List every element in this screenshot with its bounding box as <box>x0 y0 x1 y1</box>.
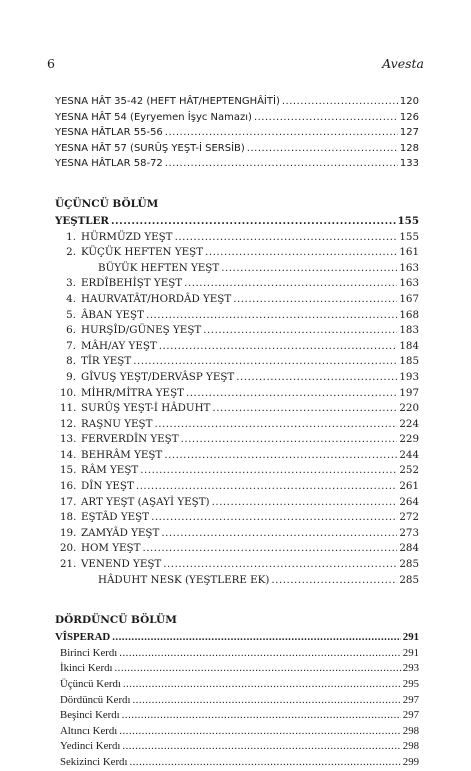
toc-entry-text: RÂM YEŞT <box>81 464 139 477</box>
toc-entry-text: BEHRÂM YEŞT <box>81 448 163 461</box>
toc-entry-text: MÂH/AY YEŞT <box>81 339 157 352</box>
toc-entry-text: ÂBAN YEŞT <box>81 308 144 321</box>
toc-entry-label <box>60 417 152 433</box>
toc-entry[interactable] <box>55 510 419 526</box>
toc-entry[interactable] <box>55 94 419 110</box>
toc-entry-page: 185 <box>399 355 419 368</box>
toc-entry[interactable] <box>55 448 419 464</box>
toc-entry-page: 252 <box>399 464 419 477</box>
toc-entry-text: EŞTÂD YEŞT <box>81 511 150 524</box>
toc-entry-number: 7. <box>66 339 76 352</box>
dot-leader <box>142 541 397 557</box>
toc-entry-page: 295 <box>402 678 419 690</box>
toc-entry[interactable] <box>55 354 419 370</box>
toc-entry-text: SURÛŞ YEŞT-İ HÂDUHT <box>81 402 211 415</box>
dot-leader <box>186 386 397 402</box>
dot-leader <box>165 156 398 172</box>
dot-leader <box>184 276 397 292</box>
toc-entry-label: YESNA HÂT 54 (Eyryemen İşyc Namazı) <box>55 111 252 123</box>
dot-leader <box>119 724 401 740</box>
toc-entry-label <box>60 724 117 740</box>
toc-entry[interactable] <box>55 141 419 157</box>
toc-entry[interactable] <box>55 526 419 542</box>
toc-entry-page: 220 <box>399 402 419 415</box>
toc-entry-number: 5. <box>66 308 76 321</box>
dot-leader <box>136 479 398 495</box>
toc-entry-page: 261 <box>399 480 419 493</box>
toc-entry[interactable] <box>55 292 419 308</box>
toc-entry-label <box>60 495 210 511</box>
toc-entry-page: 285 <box>399 573 419 586</box>
toc-entry[interactable] <box>55 156 419 172</box>
section-title: ÜÇÜNCÜ BÖLÜM <box>55 197 159 210</box>
toc-entry[interactable] <box>55 230 419 246</box>
dot-leader <box>282 94 398 110</box>
dot-leader <box>122 708 401 724</box>
toc-entry-label <box>60 354 131 370</box>
toc-entry-number: 12. <box>60 417 77 430</box>
dot-leader <box>236 370 397 386</box>
toc-entry[interactable] <box>55 323 419 339</box>
toc-entry-label <box>60 386 184 402</box>
toc-entry-text: HÜRMÜZD YEŞT <box>81 230 173 243</box>
toc-entry-page: 133 <box>399 158 419 170</box>
dot-leader <box>133 354 397 370</box>
toc-entry[interactable] <box>55 261 419 277</box>
toc-entry[interactable] <box>55 661 419 677</box>
toc-entry-label <box>60 308 144 324</box>
toc-entry-label <box>60 323 201 339</box>
toc-entry-label <box>60 693 130 709</box>
toc-entry-text: Beşinci Kerdı <box>60 709 120 722</box>
toc-entry-page: 183 <box>399 324 419 337</box>
toc-entry-text: ART YEŞT (AŞAYİ YEŞT) <box>81 495 210 508</box>
dot-leader <box>181 432 398 448</box>
toc-entry-text: RAŞNU YEŞT <box>81 417 153 430</box>
toc-entry[interactable] <box>55 432 419 448</box>
toc-entry[interactable] <box>55 708 419 724</box>
toc-entry-page: 284 <box>399 542 419 555</box>
toc-entry-text: TÎR YEŞT <box>81 355 132 368</box>
toc-entry-page: 229 <box>399 433 419 446</box>
dot-leader <box>247 141 398 157</box>
toc-entry-text: HOM YEŞT <box>81 542 141 555</box>
dot-leader <box>140 463 397 479</box>
toc-entry-page: 120 <box>399 96 419 107</box>
toc-entry-number: 20. <box>60 542 77 555</box>
toc-entry-page: 224 <box>399 417 419 430</box>
toc-entry-label <box>60 661 112 677</box>
toc-entry[interactable] <box>55 677 419 693</box>
toc-entry[interactable] <box>55 110 419 126</box>
toc-entry-text: DÎN YEŞT <box>81 480 134 493</box>
toc-entry-label <box>60 370 234 386</box>
dot-leader <box>254 110 398 126</box>
toc-entry-number: 2. <box>66 246 76 259</box>
toc-entry-page: 298 <box>402 740 419 753</box>
toc-entry[interactable] <box>55 308 419 324</box>
dot-leader <box>205 245 397 261</box>
toc-entry-page: 167 <box>399 292 419 305</box>
toc-entry-page: 127 <box>399 127 419 139</box>
toc-entry-label <box>60 245 203 261</box>
dot-leader <box>203 323 397 339</box>
toc-entry[interactable] <box>55 386 419 402</box>
toc-entry-number: 14. <box>60 448 77 461</box>
toc-entry[interactable] <box>55 463 419 479</box>
toc-entry-label: YEŞTLER <box>55 214 109 227</box>
dot-leader <box>212 401 397 417</box>
toc-entry-number: 6. <box>66 324 76 337</box>
toc-entry[interactable] <box>55 646 419 662</box>
toc-entry[interactable] <box>55 245 419 261</box>
toc-entry-page: 163 <box>399 261 419 274</box>
dot-leader <box>111 214 396 230</box>
toc-entry[interactable] <box>55 125 419 141</box>
toc-entry-number: 4. <box>66 292 76 305</box>
toc-entry-label <box>60 646 117 662</box>
toc-entry-label <box>60 541 140 557</box>
toc-entry-text: FERVERDÎN YEŞT <box>81 433 179 446</box>
toc-entry-number: 3. <box>66 277 76 290</box>
toc-entry-number: 8. <box>66 355 76 368</box>
toc-entry-number: 15. <box>60 464 77 477</box>
toc-entry[interactable] <box>55 417 419 433</box>
toc-entry-number: 17. <box>60 495 77 508</box>
toc-main-entry[interactable] <box>55 630 419 646</box>
toc-entry-text: Yedinci Kerdı <box>60 740 121 753</box>
dot-leader <box>164 448 397 464</box>
toc-entry-text: ERDÎBEHİŞT YEŞT <box>81 277 183 290</box>
toc-entry-text: MİHR/MİTRA YEŞT <box>81 386 184 399</box>
toc-entry-label <box>60 708 120 724</box>
toc-entry-text: GÎVUŞ YEŞT/DERVÂSP YEŞT <box>81 370 235 383</box>
toc-entry-page: 299 <box>402 755 419 768</box>
toc-entry-label <box>77 261 219 277</box>
toc-entry-text: HURŞÎD/GÜNEŞ YEŞT <box>81 324 202 337</box>
toc-entry-page: 273 <box>399 526 419 539</box>
toc-entry-text: Sekizinci Kerdı <box>60 755 128 768</box>
dot-leader <box>161 526 397 542</box>
toc-entry-label <box>60 510 149 526</box>
dot-leader <box>123 677 401 693</box>
toc-entry-page: 126 <box>399 111 419 123</box>
toc-entry[interactable] <box>55 339 419 355</box>
toc-entry[interactable] <box>55 755 419 771</box>
dot-leader <box>132 693 400 709</box>
toc-entry-page: 285 <box>399 558 419 571</box>
toc-entry-page: 184 <box>399 339 419 352</box>
toc-entry-page: 297 <box>402 693 419 706</box>
toc-entry-number: 18. <box>60 511 77 524</box>
toc-entry-page: 244 <box>399 448 419 461</box>
toc-entry-text: VENEND YEŞT <box>81 558 162 571</box>
dot-leader <box>122 739 400 755</box>
table-of-contents <box>55 94 419 771</box>
toc-entry-label: VÎSPERAD <box>55 631 111 644</box>
toc-entry-number: 10. <box>60 386 77 399</box>
dot-leader <box>154 417 397 433</box>
toc-entry-label <box>60 526 159 542</box>
section-3 <box>55 194 419 588</box>
dot-leader <box>146 308 397 324</box>
toc-entry-number: 21. <box>60 558 77 571</box>
toc-entry-number: 9. <box>66 370 76 383</box>
toc-entry-number: 1. <box>66 230 76 243</box>
toc-entry-label: YESNA HÂT 35-42 (HEFT HÂT/HEPTENGHÂİTİ) <box>55 96 280 107</box>
toc-entry-label <box>60 463 138 479</box>
page-number: 6 <box>47 56 55 71</box>
toc-entry-text: ZAMYÂD YEŞT <box>81 526 160 539</box>
toc-entry-page: 155 <box>397 214 419 227</box>
dot-leader <box>212 495 398 511</box>
toc-entry-text: KÜÇÜK HEFTEN YEŞT <box>81 246 204 259</box>
running-title: Avesta <box>382 56 424 71</box>
toc-entry[interactable] <box>55 495 419 511</box>
toc-entry-label <box>60 479 134 495</box>
dot-leader <box>221 261 397 277</box>
dot-leader <box>114 661 400 677</box>
toc-entry-label <box>60 432 179 448</box>
toc-entry[interactable] <box>55 401 419 417</box>
toc-entry-label <box>60 276 182 292</box>
dot-leader <box>119 646 401 662</box>
dot-leader <box>271 573 397 589</box>
yesna-block <box>55 94 419 172</box>
toc-entry-page: 161 <box>399 246 419 259</box>
toc-entry-text: İkinci Kerdı <box>60 662 113 675</box>
section-4 <box>55 610 419 770</box>
toc-entry-label <box>60 448 162 464</box>
toc-entry-number: 19. <box>60 526 77 539</box>
toc-entry-page: 264 <box>399 495 419 508</box>
toc-entry-label <box>60 292 231 308</box>
toc-entry-page: 272 <box>399 511 419 524</box>
toc-entry-label: YESNA HÂTLAR 55-56 <box>55 127 163 139</box>
toc-entry-text: BÜYÜK HEFTEN YEŞT <box>98 261 220 274</box>
toc-entry[interactable] <box>55 573 419 589</box>
dot-leader <box>129 755 400 771</box>
toc-entry[interactable] <box>55 541 419 557</box>
toc-entry-page: 163 <box>399 277 419 290</box>
toc-entry-text: HAURVATÂT/HORDÂD YEŞT <box>81 292 232 305</box>
toc-entry[interactable] <box>55 724 419 740</box>
dot-leader <box>159 339 398 355</box>
toc-entry-label: YESNA HÂT 57 (SURÛŞ YEŞT-İ SERSİB) <box>55 142 245 154</box>
toc-entry-text: Birinci Kerdı <box>60 646 118 659</box>
toc-entry-page: 291 <box>402 646 419 659</box>
toc-entry-page: 193 <box>399 370 419 383</box>
toc-entry-label: YESNA HÂTLAR 58-72 <box>55 158 163 170</box>
toc-entry-page: 128 <box>399 142 419 154</box>
page-header <box>47 56 424 74</box>
toc-entry-page: 155 <box>399 230 419 243</box>
toc-entry-page: 297 <box>402 709 419 722</box>
toc-entry-number: 13. <box>60 433 77 446</box>
toc-entry-number: 16. <box>60 480 77 493</box>
toc-entry-page: 197 <box>399 386 419 399</box>
dot-leader <box>165 125 398 141</box>
toc-entry-label <box>60 339 157 355</box>
dot-leader <box>233 292 397 308</box>
dot-leader <box>151 510 397 526</box>
toc-entry-text: Dördüncü Kerdı <box>60 693 131 706</box>
toc-entry[interactable] <box>55 479 419 495</box>
toc-entry-label <box>60 401 210 417</box>
yest-list <box>55 230 419 589</box>
toc-entry-label <box>60 230 173 246</box>
toc-entry-text: Üçüncü Kerdı <box>60 678 121 690</box>
toc-entry-text: Altıncı Kerdı <box>60 724 118 737</box>
toc-entry-label <box>60 557 161 573</box>
section-title: DÖRDÜNCÜ BÖLÜM <box>55 614 177 627</box>
toc-entry[interactable] <box>55 276 419 292</box>
toc-entry[interactable] <box>55 370 419 386</box>
toc-entry-label <box>77 573 269 589</box>
toc-entry-page: 298 <box>402 724 419 737</box>
toc-entry-page: 168 <box>399 308 419 321</box>
toc-entry-page: 291 <box>402 631 419 644</box>
toc-entry-number: 11. <box>60 402 77 415</box>
toc-entry-label <box>60 755 127 771</box>
toc-entry[interactable] <box>55 693 419 709</box>
toc-entry[interactable] <box>55 557 419 573</box>
dot-leader <box>163 557 397 573</box>
kerdi-list <box>55 646 419 771</box>
toc-entry-page: 293 <box>402 662 419 675</box>
toc-main-entry[interactable] <box>55 214 419 230</box>
toc-entry[interactable] <box>55 739 419 755</box>
dot-leader <box>175 230 398 246</box>
dot-leader <box>112 630 401 646</box>
toc-entry-label <box>60 739 120 755</box>
toc-entry-text: HÂDUHT NESK (YEŞTLERE EK) <box>98 573 270 586</box>
toc-entry-label <box>60 677 121 693</box>
